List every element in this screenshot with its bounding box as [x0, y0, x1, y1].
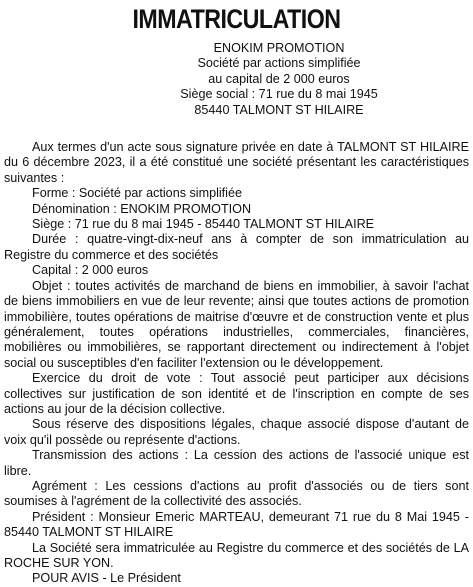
company-capital: au capital de 2 000 euros: [208, 71, 350, 86]
company-form: Société par actions simplifiée: [197, 56, 361, 71]
paragraph-intro: Aux termes d'un acte sous signature privée en date à TALMONT ST HILAIRE du 6 décembre 2023, il a été constitué une société présentant les caractéristiques suivantes :: [4, 140, 469, 185]
notice-body: [4, 140, 469, 587]
paragraph-approval: Agrément : Les cessions d'actions au profit d'associés ou de tiers sont soumises à l'agrément de la collectivité des associés.: [4, 478, 469, 509]
company-name: ENOKIM PROMOTION: [213, 41, 345, 55]
paragraph-president: Président : Monsieur Emeric MARTEAU, demeurant 71 rue du 8 Mai 1945 - 85440 TALMONT ST HILAIRE: [4, 509, 469, 540]
paragraph-seat: Siège : 71 rue du 8 mai 1945 - 85440 TALMONT ST HILAIRE: [32, 217, 375, 232]
paragraph-object: Objet : toutes activités de marchand de biens en immobilier, à savoir l'achat de biens immobiliers en vue de leur revente; ainsi que toutes actions de promotion immobilière, toutes opérations de maitrise d'œuvre et de construction vente et plus généralement, toutes opérations industrielles, commerciales, financières, mobilières ou immobilières, se rapportant directement ou indirectement à l'objet social ou susceptibles d'en faciliter l'extension ou le développement.: [4, 278, 469, 370]
paragraph-registration: La Société sera immatriculée au Registre du commerce et des sociétés de LA ROCHE SUR YON.: [4, 540, 469, 570]
paragraph-form: Forme : Société par actions simplifiée: [32, 186, 242, 201]
paragraph-signature: POUR AVIS - Le Président: [32, 571, 181, 586]
company-header: [94, 41, 464, 118]
paragraph-share-transfer: Transmission des actions : La cession des actions de l'associé unique est libre.: [4, 448, 469, 478]
paragraph-voting-rights: Exercice du droit de vote : Tout associé peut participer aux décisions collectives sur justification de son identité et de l'inscription en compte de ses actions au jour de la décision collective.: [4, 371, 469, 416]
paragraph-denomination: Dénomination : ENOKIM PROMOTION: [32, 201, 252, 216]
company-seat: Siège social : 71 rue du 8 mai 1945: [180, 87, 378, 102]
notice-title: IMMATRICULATION: [132, 4, 341, 34]
paragraph-capital: Capital : 2 000 euros: [32, 263, 149, 278]
company-city: 85440 TALMONT ST HILAIRE: [194, 102, 364, 117]
paragraph-votes: Sous réserve des dispositions légales, chaque associé dispose d'autant de voix qu'il possède ou représente d'actions.: [4, 417, 469, 447]
paragraph-duration: Durée : quatre-vingt-dix-neuf ans à compter de son immatriculation au Registre du commerce et des sociétés: [4, 232, 469, 262]
